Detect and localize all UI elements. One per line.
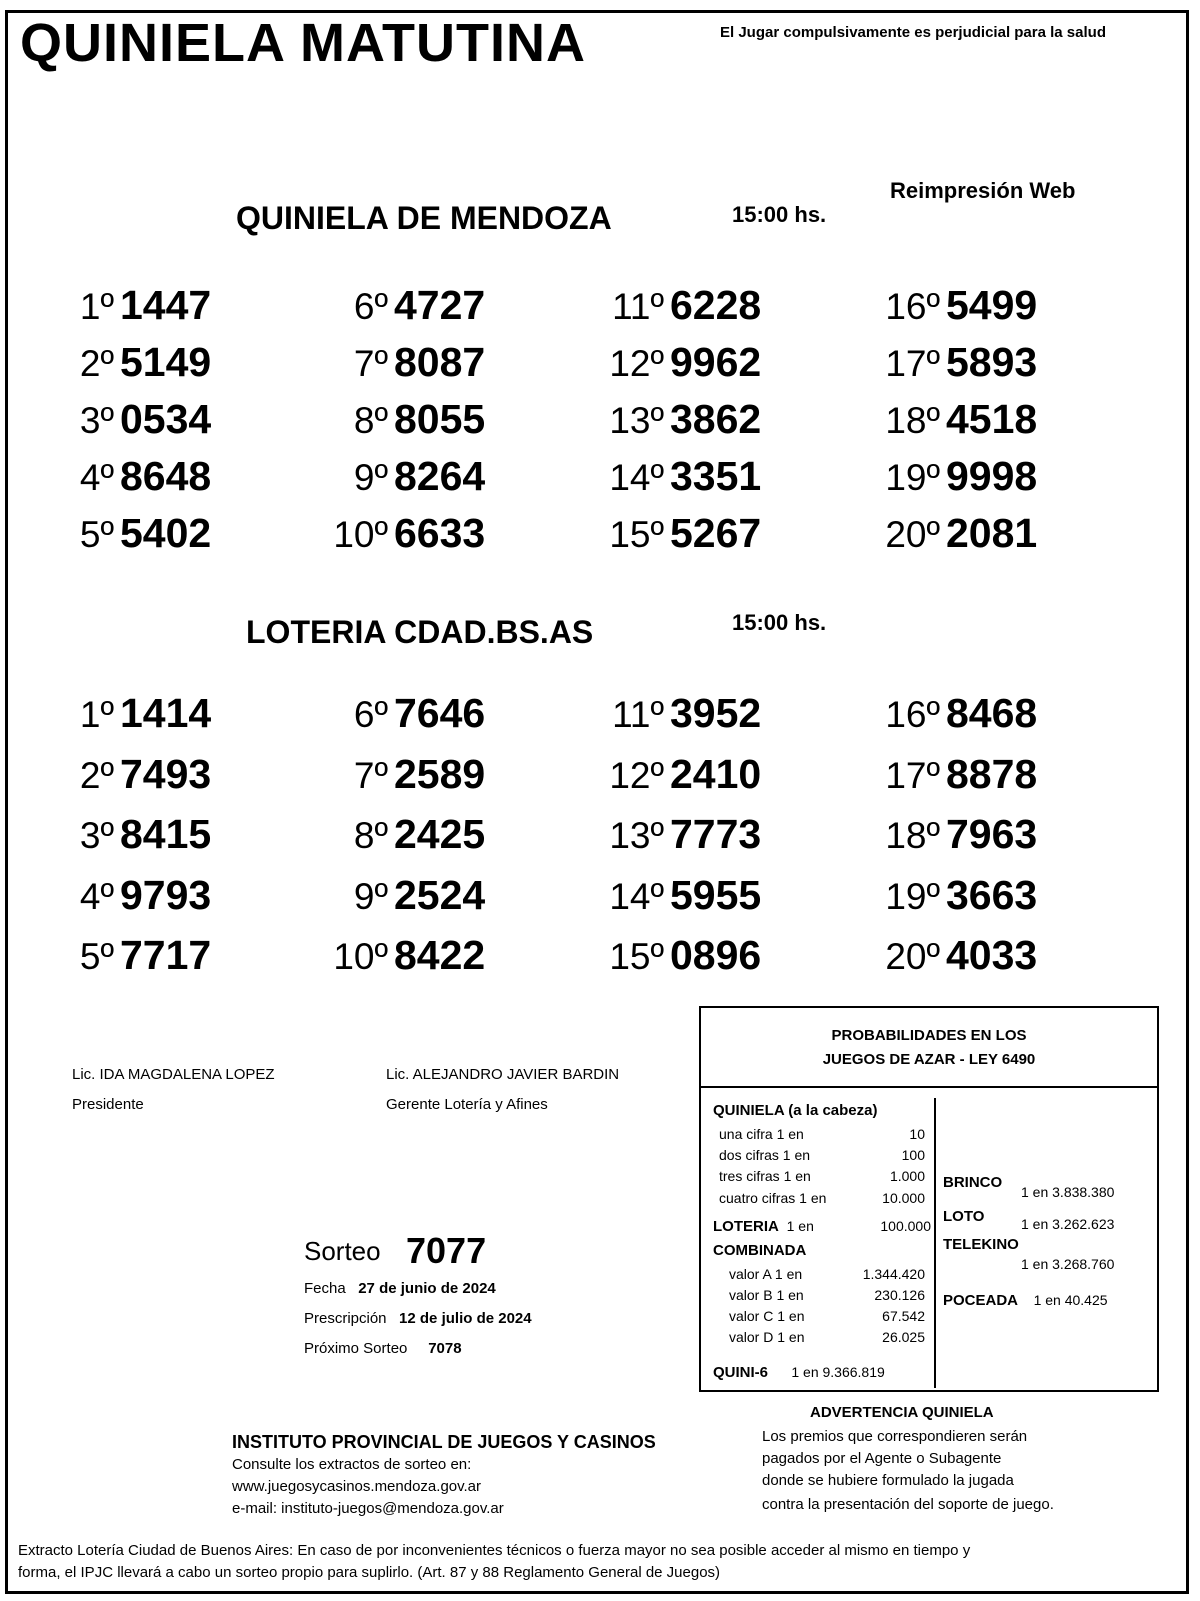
draw-result — [72, 811, 211, 858]
telekino-prob-value: 1 en 3.268.760 — [1021, 1256, 1115, 1272]
draw-result — [602, 396, 761, 443]
draw-position: 5º — [79, 936, 114, 977]
draw-result — [72, 282, 211, 329]
draw-number: 4727 — [394, 282, 486, 328]
combinada-row-label: valor B 1 en — [729, 1287, 804, 1303]
poceada-prob-label: POCEADA — [943, 1292, 1019, 1309]
loto-prob-label: LOTO — [943, 1208, 985, 1225]
combinada-row-value: 67.542 — [882, 1308, 925, 1324]
draw-number: 4518 — [946, 396, 1038, 442]
signature-left-name: Lic. IDA MAGDALENA LOPEZ — [72, 1066, 275, 1083]
draw-number: 6228 — [670, 282, 762, 328]
advertencia-line: pagados por el Agente o Subagente — [762, 1450, 1002, 1467]
draw-position: 15º — [609, 514, 664, 555]
draw-number: 8648 — [120, 453, 212, 499]
draw-position: 13º — [609, 815, 664, 856]
signature-right-role: Gerente Lotería y Afines — [386, 1096, 548, 1113]
draw-result — [72, 396, 211, 443]
draw-result — [330, 751, 485, 798]
quiniela-row-label: dos cifras 1 en — [719, 1147, 811, 1163]
footer-line: forma, el IPJC llevará a cabo un sorteo propio para suplirlo. (Art. 87 y 88 Reglamento General de Juegos) — [18, 1564, 721, 1581]
draw-position: 17º — [885, 343, 940, 384]
loteria-prob-row — [713, 1218, 814, 1235]
footer-line: Extracto Lotería Ciudad de Buenos Aires: En caso de por inconvenientes técnicos o fuerza mayor no sea posible acceder al mismo en tiempo y — [18, 1542, 971, 1559]
quiniela-row-value: 100 — [901, 1147, 925, 1163]
fecha-value: 27 de junio de 2024 — [358, 1280, 496, 1297]
draw-position: 3º — [79, 815, 114, 856]
brinco-prob-label: BRINCO — [943, 1174, 1003, 1191]
draw-position: 1º — [79, 286, 114, 327]
quiniela-row-label: cuatro cifras 1 en — [719, 1190, 827, 1206]
draw-position: 1º — [79, 694, 114, 735]
draw-position: 2º — [79, 343, 114, 384]
draw-result — [602, 690, 761, 737]
draw-position: 11º — [612, 694, 664, 735]
draw-number: 7646 — [394, 690, 486, 736]
draw-number: 3663 — [946, 871, 1038, 918]
draw-result — [878, 339, 1037, 386]
draw-result — [878, 510, 1037, 557]
draw-position: 8º — [353, 815, 388, 856]
poceada-prob-row — [943, 1292, 1108, 1309]
draw-number: 2589 — [394, 750, 486, 797]
draw-position: 18º — [885, 400, 940, 441]
instituto-text — [232, 1454, 504, 1520]
prescripcion-row — [304, 1310, 532, 1327]
draw-result — [330, 510, 485, 557]
draw-result — [878, 811, 1037, 858]
poceada-prob-value: 1 en 40.425 — [1033, 1292, 1108, 1308]
quiniela-row-label: una cifra 1 en — [719, 1126, 804, 1142]
draw-position: 11º — [612, 286, 664, 327]
draw-result — [72, 510, 211, 557]
draw-result — [330, 339, 485, 386]
quini6-prob-value: 1 en 9.366.819 — [791, 1364, 885, 1380]
signature-right-name: Lic. ALEJANDRO JAVIER BARDIN — [386, 1066, 620, 1083]
draw-position: 4º — [79, 457, 114, 498]
advertencia-line: contra la presentación del soporte de juego. — [762, 1496, 1054, 1513]
probabilities-divider — [934, 1098, 936, 1388]
draw-position: 9º — [353, 875, 388, 917]
draw-position: 17º — [885, 754, 940, 796]
loteria-prob-label: LOTERIA — [713, 1218, 779, 1235]
draw-result — [602, 339, 761, 386]
draw-number: 7963 — [946, 811, 1038, 857]
quiniela-row-label: tres cifras 1 en — [719, 1168, 811, 1184]
draw-position: 15º — [609, 936, 664, 977]
draw-number: 8055 — [394, 396, 486, 442]
loto-prob-value: 1 en 3.262.623 — [1021, 1216, 1115, 1232]
instituto-title: INSTITUTO PROVINCIAL DE JUEGOS Y CASINOS — [232, 1432, 656, 1452]
proximo-label: Próximo Sorteo — [304, 1340, 408, 1357]
draw-number: 8878 — [946, 750, 1038, 797]
draw-result — [72, 872, 211, 919]
draw-number: 1414 — [120, 690, 212, 736]
combinada-row-label: valor A 1 en — [729, 1266, 803, 1282]
combinada-prob-title: COMBINADA — [713, 1242, 807, 1259]
draw-result — [330, 811, 485, 858]
draw-position: 20º — [885, 514, 940, 555]
quiniela-row-value: 10 — [909, 1126, 925, 1142]
draw-result — [878, 872, 1037, 919]
quini6-prob-row — [713, 1364, 885, 1381]
draw-result — [878, 690, 1037, 737]
draw-result — [878, 396, 1037, 443]
draw-number: 0896 — [670, 932, 762, 978]
draw-result — [878, 453, 1037, 500]
probabilities-title-2: JUEGOS DE AZAR - LEY 6490 — [822, 1051, 1036, 1068]
advertencia-line: Los premios que correspondieren serán — [762, 1428, 1028, 1445]
footer-note — [18, 1540, 1178, 1584]
draw-number: 1447 — [120, 282, 212, 328]
draw-result — [878, 932, 1037, 979]
draw-number: 6633 — [394, 510, 486, 556]
draw-position: 16º — [885, 694, 940, 735]
health-warning: El Jugar compulsivamente es perjudicial para la salud — [720, 24, 1106, 41]
draw-position: 8º — [353, 400, 388, 441]
draw-result — [72, 690, 211, 737]
draw-number: 8264 — [394, 453, 486, 499]
draw-position: 2º — [79, 754, 114, 796]
draw-result — [330, 872, 485, 919]
draw-position: 4º — [79, 875, 114, 917]
draw-number: 2524 — [394, 871, 486, 918]
draw-position: 14º — [609, 457, 664, 498]
draw-position: 7º — [353, 754, 388, 796]
draw-number: 7773 — [670, 811, 762, 857]
draw-position: 16º — [885, 286, 940, 327]
loteria-prob-en: 1 en — [786, 1218, 814, 1234]
probabilities-title-1: PROBABILIDADES EN LOS — [831, 1027, 1027, 1044]
instituto-url[interactable]: www.juegosycasinos.mendoza.gov.ar — [232, 1478, 482, 1495]
advertencia-text — [762, 1426, 1122, 1516]
draw-position: 9º — [353, 457, 388, 498]
draw-position: 20º — [885, 936, 940, 977]
draw-number: 2425 — [394, 811, 486, 857]
draw-result — [602, 872, 761, 919]
proximo-value: 7078 — [428, 1340, 462, 1357]
fecha-row — [304, 1280, 496, 1297]
draw-result — [72, 339, 211, 386]
draw-position: 3º — [79, 400, 114, 441]
draw-number: 4033 — [946, 932, 1038, 978]
section-time-mendoza: 15:00 hs. — [732, 202, 827, 227]
draw-position: 6º — [353, 694, 388, 735]
proximo-row — [304, 1340, 462, 1357]
draw-result — [878, 282, 1037, 329]
advertencia-title: ADVERTENCIA QUINIELA — [810, 1404, 994, 1421]
reprint-label: Reimpresión Web — [890, 178, 1076, 203]
draw-number: 9998 — [946, 453, 1038, 499]
draw-position: 19º — [885, 875, 940, 917]
draw-number: 5267 — [670, 510, 762, 556]
draw-number: 7493 — [120, 750, 212, 797]
probabilities-header — [701, 1008, 1157, 1088]
draw-result — [72, 932, 211, 979]
draw-result — [602, 453, 761, 500]
draw-number: 9793 — [120, 871, 212, 918]
draw-number: 5149 — [120, 339, 212, 385]
loteria-prob-value: 100.000 — [880, 1218, 931, 1234]
sorteo-number: 7077 — [406, 1230, 487, 1271]
draw-number: 5499 — [946, 282, 1038, 328]
combinada-row-label: valor C 1 en — [729, 1308, 805, 1324]
draw-result — [878, 751, 1037, 798]
section-title-loteria: LOTERIA CDAD.BS.AS — [246, 614, 594, 650]
combinada-row-value: 1.344.420 — [862, 1266, 925, 1282]
draw-number: 2410 — [670, 750, 762, 797]
draw-number: 2081 — [946, 510, 1038, 556]
draw-result — [602, 811, 761, 858]
draw-number: 5402 — [120, 510, 212, 556]
page-title: QUINIELA MATUTINA — [20, 13, 586, 73]
section-time-loteria: 15:00 hs. — [732, 610, 827, 635]
draw-number: 8422 — [394, 932, 486, 978]
prescripcion-label: Prescripción — [304, 1310, 387, 1327]
draw-position: 7º — [353, 343, 388, 384]
section-title-mendoza: QUINIELA DE MENDOZA — [236, 200, 612, 236]
draw-position: 18º — [885, 815, 940, 856]
draw-number: 5955 — [670, 871, 762, 918]
draw-number: 5893 — [946, 339, 1038, 385]
draw-position: 12º — [609, 343, 664, 384]
draw-number: 3351 — [670, 453, 762, 499]
draw-result — [72, 751, 211, 798]
draw-result — [602, 282, 761, 329]
draw-position: 13º — [609, 400, 664, 441]
draw-position: 12º — [609, 754, 664, 796]
combinada-row-label: valor D 1 en — [729, 1329, 805, 1345]
draw-result — [72, 453, 211, 500]
quiniela-prob-title: QUINIELA (a la cabeza) — [713, 1102, 878, 1119]
prescripcion-value: 12 de julio de 2024 — [399, 1310, 532, 1327]
draw-result — [330, 932, 485, 979]
draw-number: 0534 — [120, 396, 212, 442]
instituto-line: Consulte los extractos de sorteo en: — [232, 1456, 472, 1473]
quini6-prob-label: QUINI-6 — [713, 1364, 769, 1381]
draw-number: 3952 — [670, 690, 762, 736]
instituto-email[interactable]: e-mail: instituto-juegos@mendoza.gov.ar — [232, 1500, 504, 1517]
draw-position: 14º — [609, 875, 664, 917]
draw-result — [330, 282, 485, 329]
draw-result — [330, 396, 485, 443]
fecha-label: Fecha — [304, 1280, 346, 1297]
draw-result — [602, 751, 761, 798]
draw-result — [602, 510, 761, 557]
draw-number: 8468 — [946, 690, 1038, 736]
draw-number: 3862 — [670, 396, 762, 442]
probabilities-box — [699, 1006, 1159, 1392]
combinada-row-value: 230.126 — [874, 1287, 925, 1303]
draw-position: 6º — [353, 286, 388, 327]
draw-number: 7717 — [120, 932, 212, 978]
quiniela-row-value: 1.000 — [889, 1168, 925, 1184]
advertencia-line: donde se hubiere formulado la jugada — [762, 1472, 1014, 1489]
draw-position: 5º — [79, 514, 114, 555]
draw-number: 9962 — [670, 339, 762, 385]
draw-result — [330, 690, 485, 737]
sorteo-label: Sorteo — [304, 1236, 381, 1266]
draw-number: 8087 — [394, 339, 486, 385]
quiniela-row-value: 10.000 — [882, 1190, 925, 1206]
draw-position: 10º — [333, 514, 388, 555]
signature-left-role: Presidente — [72, 1096, 144, 1113]
draw-result — [602, 932, 761, 979]
draw-position: 10º — [333, 936, 388, 977]
telekino-prob-label: TELEKINO — [943, 1236, 1019, 1253]
brinco-prob-value: 1 en 3.838.380 — [1021, 1184, 1115, 1200]
draw-position: 19º — [885, 457, 940, 498]
draw-number: 8415 — [120, 811, 212, 857]
combinada-row-value: 26.025 — [882, 1329, 925, 1345]
draw-result — [330, 453, 485, 500]
